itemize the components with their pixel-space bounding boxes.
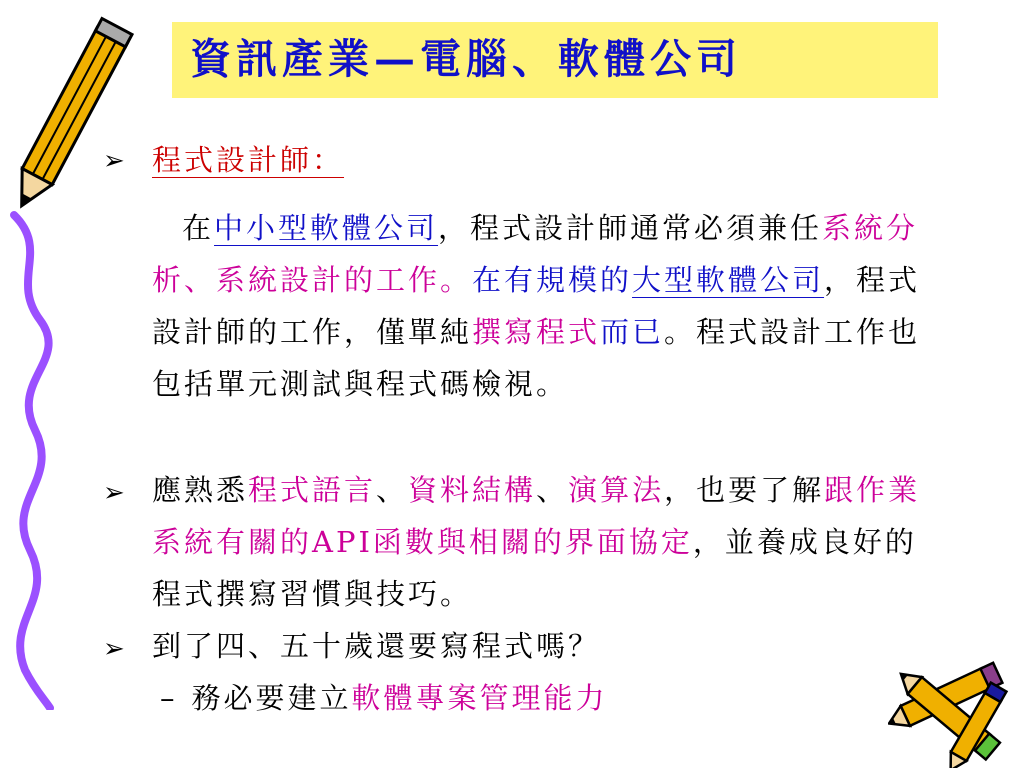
api-term: 跟作業系統有關的API函數與相關的界面協定 (152, 473, 921, 559)
pencil-icon (0, 10, 140, 225)
bullet-icon: ➢ (103, 146, 125, 176)
algorithm-term: 演算法 (568, 473, 665, 507)
section-heading (152, 134, 942, 186)
text: 、 (376, 473, 409, 507)
data-structure-term: 資料結構 (408, 473, 537, 507)
programmer-heading: 程式設計師： (152, 143, 345, 177)
programming-language-term: 程式語言 (248, 473, 377, 507)
text: ，程式設計師通常必須兼任 (438, 211, 823, 245)
large-company-term: 大型軟體公司 (632, 263, 825, 297)
text: 而已 (600, 315, 665, 349)
text: ，也要了解 (664, 473, 825, 507)
bullet-icon: ➢ (103, 478, 125, 508)
text: 應熟悉 (152, 473, 249, 507)
bullet-icon: ➢ (103, 634, 125, 664)
section3-question: 到了四、五十歲還要寫程式嗎？ (152, 629, 601, 663)
section2-paragraph (152, 464, 942, 620)
system-analysis-term: 系統分析、系統設計的工作。 (152, 211, 919, 297)
slide-title: 資訊產業—電腦、軟體公司 (190, 35, 742, 83)
project-management-term: 軟體專案管理能力 (351, 681, 608, 715)
text: 。程式設計工作也包括單元測試與程式碼檢視。 (152, 315, 921, 401)
text: ，程式設計師的工作，僅單純 (152, 263, 921, 349)
section1-paragraph (152, 202, 942, 410)
text: 、 (536, 473, 569, 507)
text: 在 (182, 211, 215, 245)
text: 在有規模的 (472, 263, 633, 297)
section3-sub-item (160, 672, 950, 724)
text: 務必要建立 (191, 681, 352, 715)
dash-marker: – (160, 681, 178, 715)
pencils-icon (888, 655, 1024, 768)
write-program-term: 撰寫程式 (472, 315, 601, 349)
small-company-term: 中小型軟體公司 (214, 211, 439, 245)
text: ，並養成良好的程式撰寫習慣與技巧。 (152, 525, 917, 611)
squiggle-decoration (0, 210, 80, 710)
